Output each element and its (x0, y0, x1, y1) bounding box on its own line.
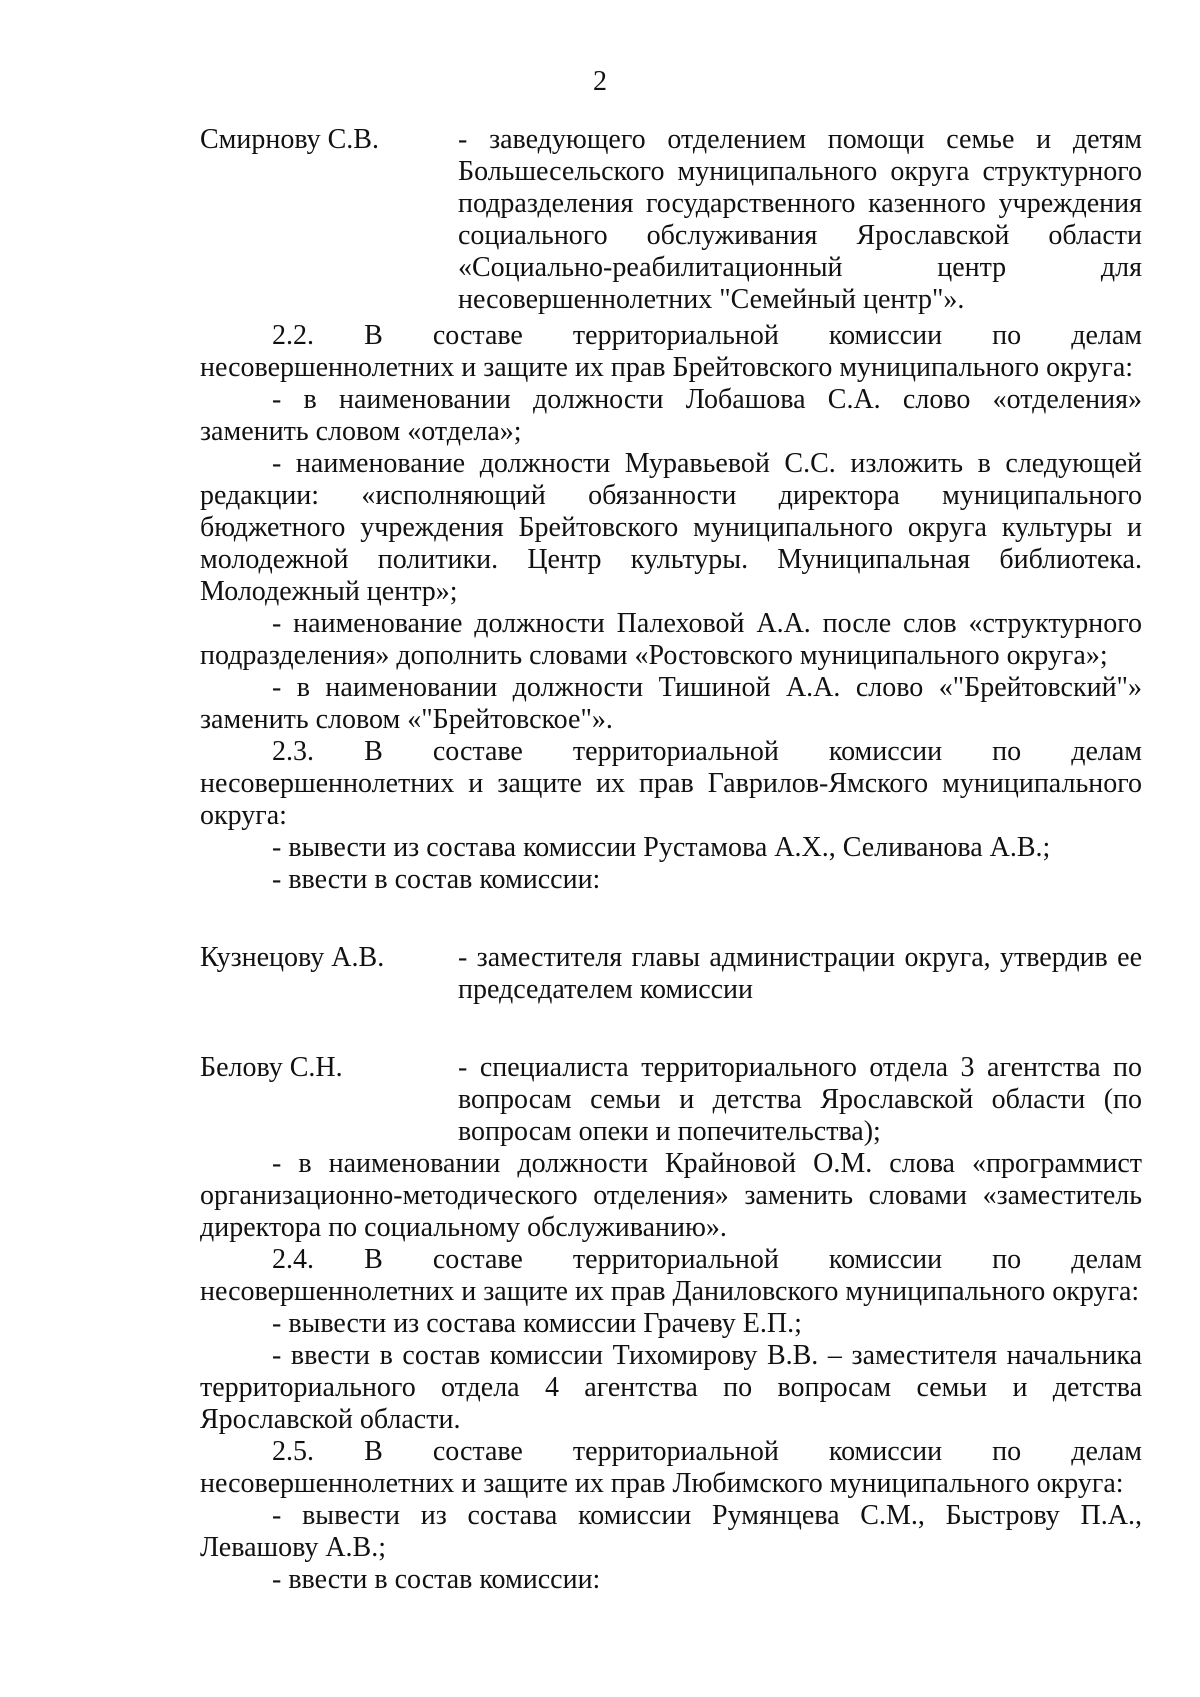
member-position: - специалиста территориального отдела 3 агентства по вопросам семьи и детства Ярославской области (по вопросам опеки и попечительства); (458, 1052, 1142, 1147)
member-entry-kuznetsova (200, 942, 1142, 1006)
section-2-3-item: - ввести в состав комиссии: (272, 864, 601, 895)
member-position: - заведующего отделением помощи семье и детям Большесельского муниципального округа структурного подразделения государственного казенного учреждения социального обслуживания Ярославской области «Социально-реабилитационный центр для несовершеннолетних "Семейный центр"». (458, 124, 1142, 315)
member-position: - заместителя главы администрации округа, утвердив ее председателем комиссии (458, 942, 1142, 1005)
document-body (200, 124, 1142, 1596)
member-name: Смирнову С.В. (200, 124, 379, 155)
section-2-5-heading: 2.5. В составе территориальной комиссии по делам несовершеннолетних и защите их прав Любимского муниципального округа: (200, 1436, 1142, 1499)
member-entry-smirnova (200, 124, 1142, 316)
section-2-4-item: - вывести из состава комиссии Грачеву Е.П.; (272, 1308, 802, 1339)
section-2-5-item: - ввести в состав комиссии: (272, 1564, 601, 1595)
spacer (200, 1006, 1142, 1052)
section-2-2-item: - наименование должности Палеховой А.А. после слов «структурного подразделения» дополнить словами «Ростовского муниципального округа»; (200, 608, 1142, 671)
member-entry-belova (200, 1052, 1142, 1148)
page-number: 2 (593, 66, 607, 97)
section-2-3-item: - в наименовании должности Крайновой О.М. слова «программист организационно-методического отделения» заменить словами «заместитель директора по социальному обслуживанию». (200, 1148, 1142, 1243)
member-name: Кузнецову А.В. (200, 942, 385, 973)
section-2-3-item: - вывести из состава комиссии Рустамова А.Х., Селиванова А.В.; (272, 832, 1051, 863)
spacer (200, 896, 1142, 942)
section-2-2-item: - наименование должности Муравьевой С.С. изложить в следующей редакции: «исполняющий обязанности директора муниципального бюджетного учреждения Брейтовского муниципального округа культуры и молодежной политики. Центр культуры. Муниципальная библиотека. Молодежный центр»; (200, 448, 1142, 607)
section-2-2-item: - в наименовании должности Лобашова С.А. слово «отделения» заменить словом «отдела»; (200, 384, 1142, 447)
section-2-3-heading: 2.3. В составе территориальной комиссии по делам несовершеннолетних и защите их прав Гаврилов-Ямского муниципального округа: (200, 736, 1142, 831)
section-2-4-heading: 2.4. В составе территориальной комиссии по делам несовершеннолетних и защите их прав Даниловского муниципального округа: (200, 1244, 1142, 1307)
section-2-2-heading: 2.2. В составе территориальной комиссии по делам несовершеннолетних и защите их прав Брейтовского муниципального округа: (200, 320, 1142, 383)
section-2-2-item: - в наименовании должности Тишиной А.А. слово «"Брейтовский"» заменить словом «"Брейтовское"». (200, 672, 1142, 735)
member-name: Белову С.Н. (200, 1052, 343, 1083)
section-2-5-item: - вывести из состава комиссии Румянцева С.М., Быстрову П.А., Левашову А.В.; (200, 1500, 1142, 1563)
section-2-4-item: - ввести в состав комиссии Тихомирову В.В. – заместителя начальника территориального отдела 4 агентства по вопросам семьи и детства Ярославской области. (200, 1340, 1142, 1435)
